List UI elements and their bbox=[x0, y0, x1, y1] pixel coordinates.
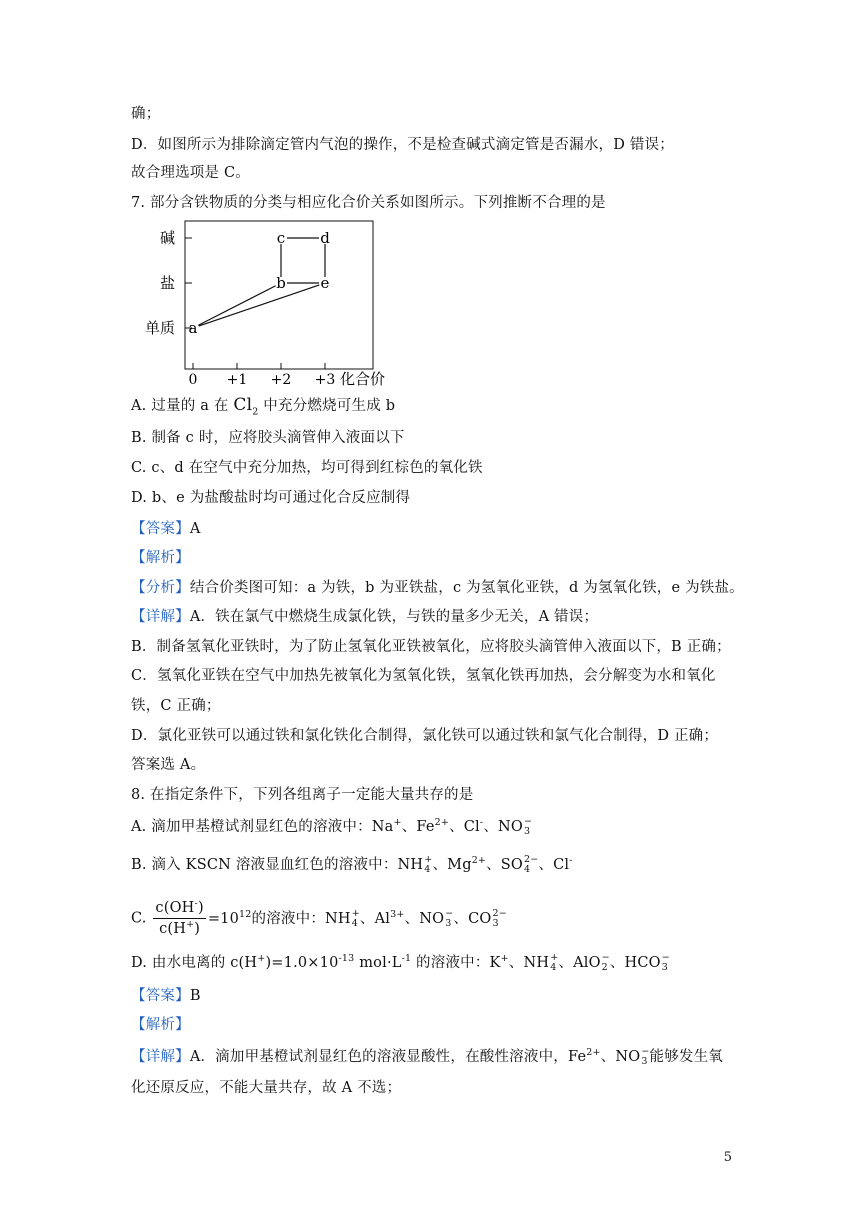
ion-index bbox=[641, 1047, 649, 1067]
option-7a-pre: A. 过量的 a 在 bbox=[131, 398, 234, 414]
answer-value: A bbox=[189, 521, 201, 537]
option-8c-pre: C. bbox=[131, 910, 147, 927]
charge: 2− bbox=[492, 907, 507, 919]
cl2-subscript: 2 bbox=[252, 406, 259, 418]
charge: + bbox=[424, 854, 433, 865]
detail-label: 【详解】 bbox=[131, 609, 190, 625]
x-tick-label: +1 bbox=[226, 372, 248, 388]
detail-8-line-1 bbox=[131, 1047, 734, 1067]
option-8d bbox=[131, 953, 734, 973]
analysis-label: 【解析】 bbox=[131, 1017, 190, 1033]
den-close: ) bbox=[194, 921, 201, 937]
point-label-e: e bbox=[320, 274, 330, 292]
option-8d-post: 的溶液中：K bbox=[411, 955, 501, 971]
option-8b-pre: B. 滴入 KSCN 溶液显血红色的溶液中：NH bbox=[131, 857, 424, 873]
detail-label: 【详解】 bbox=[131, 1049, 190, 1065]
question-7-stem: 7. 部分含铁物质的分类与相应化合价关系如图所示。下列推断不合理的是 bbox=[131, 195, 606, 211]
point-label-c: c bbox=[276, 229, 286, 247]
answer-8 bbox=[131, 986, 734, 1006]
cl2-formula bbox=[233, 395, 259, 418]
fraction-numerator bbox=[153, 898, 205, 919]
option-7a bbox=[131, 395, 734, 416]
num-close: ) bbox=[197, 900, 204, 916]
fraction bbox=[153, 898, 205, 939]
charge: 3+ bbox=[390, 908, 405, 920]
detail-answer: 答案选 A。 bbox=[131, 757, 206, 773]
answer-label: 【答案】 bbox=[131, 521, 190, 537]
text-line: 确； bbox=[131, 106, 161, 122]
charge: - bbox=[479, 817, 484, 829]
fenxi-label: 【分析】 bbox=[131, 580, 190, 596]
detail-a-text: A．铁在氯气中燃烧生成氯化铁，与铁的量多少无关，A 错误； bbox=[189, 609, 599, 625]
ion-alo2: 、AlO bbox=[558, 955, 601, 971]
exponent: 12 bbox=[239, 908, 252, 920]
ion-al: 、Al bbox=[359, 910, 391, 927]
ion-fe: 、Fe bbox=[401, 819, 435, 835]
subscript: 3 bbox=[661, 962, 669, 973]
option-8a-pre: A. 滴加甲基橙试剂显红色的溶液中：Na bbox=[131, 819, 394, 835]
option-7a-post: 中充分燃烧可生成 b bbox=[258, 398, 396, 414]
fenxi-text: 结合价类图可知：a 为铁，b 为亚铁盐，c 为氢氧化亚铁，d 为氢氧化铁，e 为铁盐。 bbox=[189, 580, 744, 596]
charge: - bbox=[194, 898, 198, 910]
y-tick-label: 碱 bbox=[159, 229, 175, 247]
option-7d: D. b、e 为盐酸盐时均可通过化合反应制得 bbox=[131, 490, 411, 506]
charge: 2+ bbox=[434, 817, 450, 829]
charge: + bbox=[500, 953, 509, 965]
ion-co3: 、CO bbox=[453, 910, 492, 927]
detail-8-text-b: 、NO bbox=[600, 1049, 641, 1065]
subscript: 2 bbox=[601, 962, 608, 973]
exponent: -13 bbox=[338, 953, 355, 965]
option-7c: C. c、d 在空气中充分加热，均可得到红棕色的氧化铁 bbox=[131, 460, 483, 476]
charge: + bbox=[550, 952, 559, 963]
unit: mol·L bbox=[354, 955, 402, 971]
charge: + bbox=[186, 919, 195, 931]
charge: − bbox=[661, 952, 670, 963]
ion-index bbox=[493, 909, 507, 929]
x-axis-label: 化合价 bbox=[340, 370, 386, 388]
text-line: D．如图所示为排除滴定管内气泡的操作，不是检查碱式滴定管是否漏水，D 错误； bbox=[131, 137, 674, 153]
subscript: 4 bbox=[351, 917, 358, 929]
option-8a bbox=[131, 817, 734, 837]
exponent: -1 bbox=[401, 953, 412, 965]
connection-line bbox=[198, 286, 275, 326]
fraction-denominator bbox=[153, 919, 205, 939]
option-8b bbox=[131, 855, 734, 875]
detail-8-text-a: A．滴加甲基橙试剂显红色的溶液显酸性，在酸性溶液中，Fe bbox=[189, 1049, 587, 1065]
ion-cl: 、Cl bbox=[449, 819, 480, 835]
ion-hco3: 、HCO bbox=[609, 955, 661, 971]
den-text: c(H bbox=[159, 921, 187, 937]
text-line: 故合理选项是 C。 bbox=[131, 165, 251, 181]
x-tick-label: 0 bbox=[188, 372, 198, 388]
option-8c-post: 的溶液中：NH bbox=[251, 910, 351, 927]
num-text: c(OH bbox=[155, 900, 195, 916]
charge: 2+ bbox=[586, 1047, 601, 1059]
ion-so4: 、SO bbox=[486, 857, 524, 873]
option-8c bbox=[131, 898, 734, 939]
charge: − bbox=[445, 907, 454, 919]
subscript: 3 bbox=[524, 826, 531, 837]
ion-cl: 、Cl bbox=[538, 857, 570, 873]
charge: − bbox=[641, 1046, 650, 1057]
ion-index bbox=[602, 953, 610, 973]
ion-nh4: 、NH bbox=[508, 955, 550, 971]
detail-8-text-c: 能够发生氧 bbox=[649, 1049, 723, 1065]
cl2-symbol: Cl bbox=[233, 395, 253, 415]
concentration: )=1.0×10 bbox=[265, 955, 339, 971]
detail-c-1: C．氢氧化亚铁在空气中加热先被氧化为氢氧化铁，氢氧化铁再加热，会分解变为水和氧化 bbox=[131, 668, 716, 684]
charge: 2+ bbox=[471, 855, 487, 867]
ion-no3: 、NO bbox=[404, 910, 445, 927]
x-tick-label: +3 bbox=[314, 372, 336, 388]
charge: − bbox=[601, 952, 610, 963]
detail-8-line-2: 化还原反应，不能大量共存，故 A 不选； bbox=[131, 1080, 402, 1096]
charge: - bbox=[569, 855, 573, 867]
option-8c-rest bbox=[207, 907, 507, 929]
ion-index bbox=[524, 855, 538, 875]
subscript: 4 bbox=[550, 962, 557, 973]
ion-no3: 、NO bbox=[483, 819, 524, 835]
fenxi-line bbox=[131, 578, 744, 598]
detail-d: D．氯化亚铁可以通过铁和氯化铁化合制得，氯化铁可以通过铁和氯气化合制得，D 正确； bbox=[131, 728, 719, 744]
answer-7 bbox=[131, 519, 734, 539]
ion-index bbox=[662, 953, 670, 973]
equals-text: =10 bbox=[207, 910, 240, 927]
detail-b: B．制备氢氧化亚铁时，为了防止氢氧化亚铁被氧化，应将胶头滴管伸入液面以下，B 正确； bbox=[131, 639, 731, 655]
connection-line bbox=[199, 285, 320, 326]
ion-mg: 、Mg bbox=[432, 857, 472, 873]
page-number: 5 bbox=[723, 1150, 732, 1165]
option-7b: B. 制备 c 时，应将胶头滴管伸入液面以下 bbox=[131, 430, 405, 446]
y-tick-label: 盐 bbox=[159, 274, 175, 292]
charge: − bbox=[524, 816, 533, 827]
charge: 2− bbox=[524, 854, 539, 865]
y-tick-label: 单质 bbox=[144, 319, 175, 337]
x-tick-label: +2 bbox=[270, 372, 292, 388]
subscript: 3 bbox=[641, 1056, 648, 1067]
subscript: 4 bbox=[424, 864, 431, 875]
ion-index bbox=[352, 909, 360, 929]
point-label-a: a bbox=[188, 319, 198, 337]
detail-a bbox=[131, 607, 734, 627]
answer-value: B bbox=[189, 988, 201, 1004]
point-label-b: b bbox=[276, 274, 286, 292]
charge: + bbox=[257, 953, 266, 965]
point-label-d: d bbox=[320, 229, 330, 247]
charge: + bbox=[393, 817, 402, 829]
option-8d-pre: D. 由水电离的 c(H bbox=[131, 955, 258, 971]
charge: + bbox=[351, 907, 360, 919]
subscript: 4 bbox=[524, 864, 531, 875]
subscript: 3 bbox=[492, 917, 499, 929]
detail-c-2: 铁，C 正确； bbox=[131, 698, 221, 714]
ion-index bbox=[524, 817, 532, 837]
answer-label: 【答案】 bbox=[131, 988, 190, 1004]
question-8-stem: 8. 在指定条件下，下列各组离子一定能大量共存的是 bbox=[131, 787, 474, 803]
analysis-label: 【解析】 bbox=[131, 550, 190, 566]
valence-class-chart bbox=[131, 218, 393, 388]
subscript: 3 bbox=[445, 917, 452, 929]
